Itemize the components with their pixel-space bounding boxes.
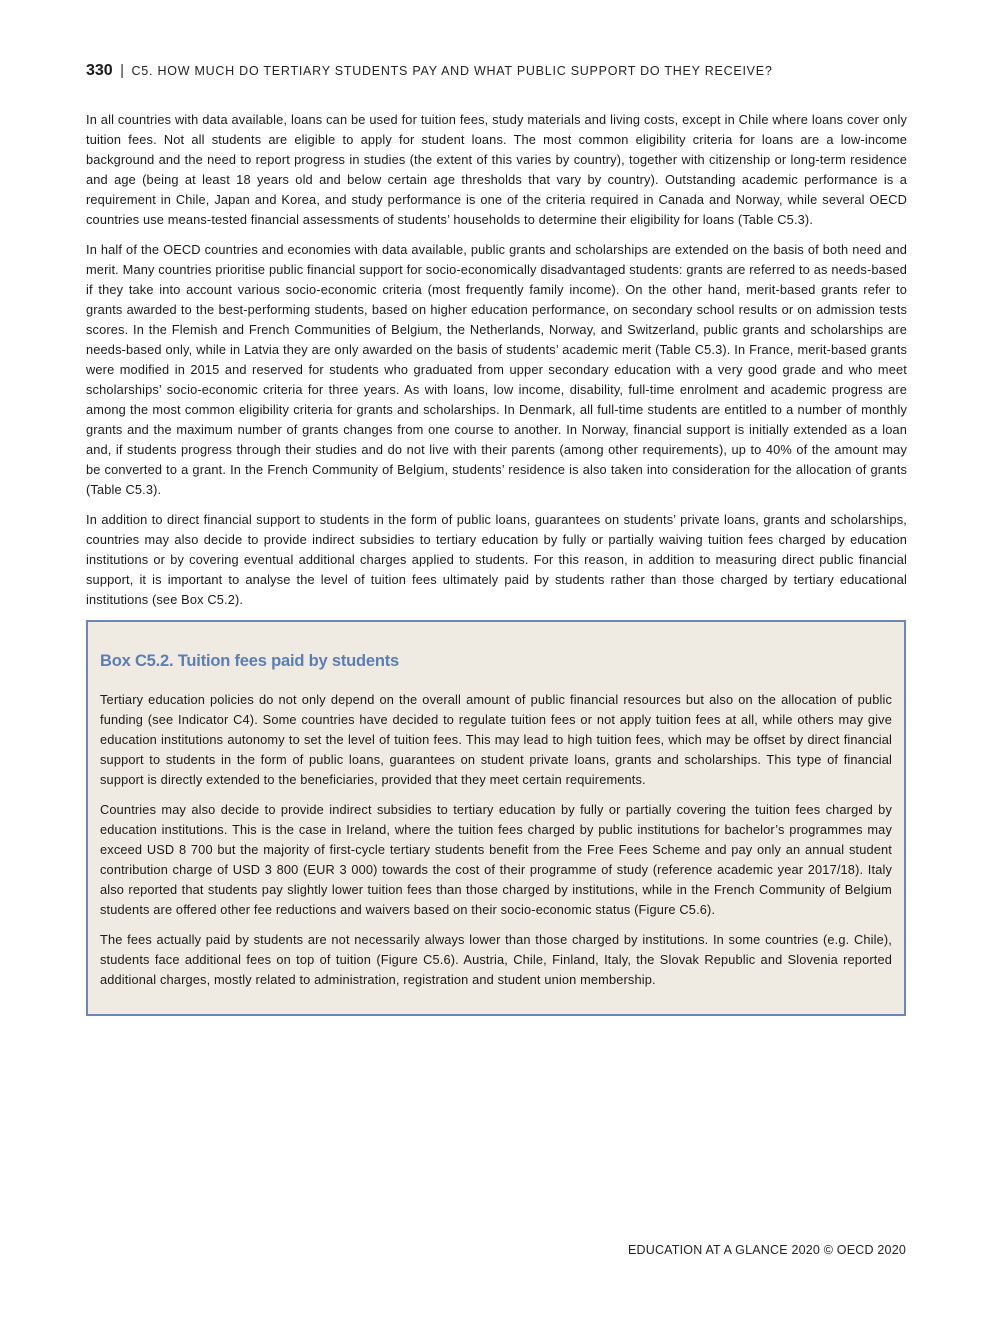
body-paragraph: In half of the OECD countries and economies with data available, public grants and scholarships are extended on the basis of both need and merit. Many countries prioritise public financial support for socio-economically disadvantaged students: grants are referred to as needs-based if they take into account various socio-economic criteria (most frequently family income). On the other hand, merit-based grants refer to grants awarded to the best-performing students, based on higher education performance, on secondary school results or on admission tests scores. In the Flemish and French Communities of Belgium, the Netherlands, Norway, and Switzerland, public grants and scholarships are needs-based only, while in Latvia they are only awarded on the basis of students’ academic merit (Table C5.3). In France, merit-based grants were modified in 2015 and reserved for students who graduated from upper secondary education with a very good grade and who meet scholarships’ socio-economic criteria for three years. As with loans, low income, disability, full-time enrolment and academic progress are among the most common eligibility criteria for grants and scholarships. In Denmark, all full-time students are entitled to a number of monthly grants and the maximum number of grants changes from one course to another. In Norway, financial support is initially extended as a loan and, if students progress through their studies and do not live with their parents (among other requirements), up to 40% of the amount may be converted to a grant. In the French Community of Belgium, students’ residence is also taken into consideration for the allocation of grants (Table C5.3). [86,242,907,497]
page-header [86,62,916,80]
box-paragraph: Tertiary education policies do not only depend on the overall amount of public financial resources but also on the allocation of public funding (see Indicator C4). Some countries have decided to regulate tuition fees or not apply tuition fees at all, while others may give education institutions autonomy to set the level of tuition fees. This may lead to high tuition fees, which may be offset by direct financial support to students in the form of public loans, guarantees on student private loans, grants and scholarships. This type of financial support is directly extended to the beneficiaries, provided that they meet certain requirements. [100,692,892,787]
box-title: Box C5.2. Tuition fees paid by students [100,652,400,670]
box-paragraph: Countries may also decide to provide indirect subsidies to tertiary education by fully or partially covering the tuition fees charged by education institutions. This is the case in Ireland, where the tuition fees charged by public institutions for bachelor’s programmes may exceed USD 8 700 but the majority of first-cycle tertiary students benefit from the Free Fees Scheme and pay only an annual student contribution charge of USD 3 800 (EUR 3 000) towards the cost of their programme of study (reference academic year 2017/18). Italy also reported that students pay slightly lower tuition fees than those charged by institutions, while in the French Community of Belgium students are offered other fee reductions and waivers based on their socio-economic status (Figure C5.6). [100,802,892,917]
header-separator: | [120,62,125,79]
page-number: 330 [86,62,113,79]
body-paragraph: In addition to direct financial support to students in the form of public loans, guarantees on students’ private loans, grants and scholarships, countries may also decide to provide indirect subsidies to tertiary education by fully or partially waiving tuition fees charged by education institutions or by covering eventual additional charges applied to students. For this reason, in addition to measuring direct public financial support, it is important to analyse the level of tuition fees ultimately paid by students rather than those charged by tertiary educational institutions (see Box C5.2). [86,512,907,607]
main-content [86,110,907,1016]
body-paragraph: In all countries with data available, loans can be used for tuition fees, study materials and living costs, except in Chile where loans cover only tuition fees. Not all students are eligible to apply for student loans. The most common eligibility criteria for loans are a low-income background and the need to report progress in studies (the extent of this varies by country), together with citizenship or long-term residence and age (being at least 18 years old and below certain age thresholds that vary by country). Outstanding academic performance is a requirement in Chile, Japan and Korea, and study performance is one of the criteria required in Canada and Norway, while several OECD countries use means-tested financial assessments of students’ households to determine their eligibility for loans (Table C5.3). [86,112,907,227]
chapter-title: C5. HOW MUCH DO TERTIARY STUDENTS PAY AND WHAT PUBLIC SUPPORT DO THEY RECEIVE? [131,64,773,78]
box-c5-2 [86,620,906,1016]
page-footer: EDUCATION AT A GLANCE 2020 © OECD 2020 [627,1243,906,1257]
box-paragraph: The fees actually paid by students are not necessarily always lower than those charged by institutions. In some countries (e.g. Chile), students face additional fees on top of tuition (Figure C5.6). Austria, Chile, Finland, Italy, the Slovak Republic and Slovenia reported additional charges, mostly related to administration, registration and student union membership. [100,932,892,987]
